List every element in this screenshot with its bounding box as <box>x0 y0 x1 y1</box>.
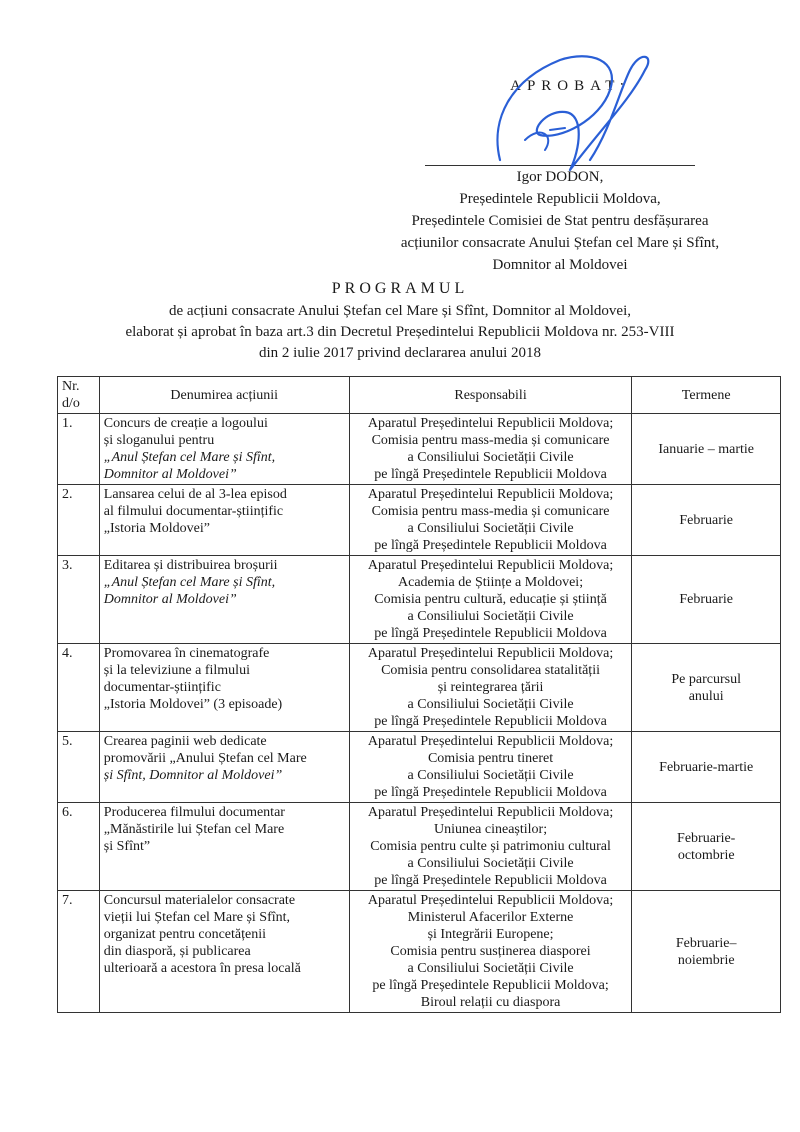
cell-nr: 1. <box>58 414 100 485</box>
term-line: Pe parcursul <box>671 671 741 687</box>
responsible-line: pe lîngă Președintele Republicii Moldova <box>374 626 607 641</box>
cell-term <box>632 803 781 891</box>
action-line: „Istoria Moldovei” (3 episoade) <box>103 697 283 712</box>
table-row <box>58 803 781 891</box>
responsible-line: Aparatul Președintelui Republicii Moldova; <box>367 646 614 661</box>
cell-nr: 6. <box>58 803 100 891</box>
action-line: Concursul materialelor consacrate <box>103 893 296 908</box>
action-line: „Istoria Moldovei” <box>103 521 210 536</box>
cell-action <box>99 803 349 891</box>
header-nr: Nr. d/o <box>58 377 100 414</box>
cell-responsible <box>349 891 632 1013</box>
action-line: și la televiziune a filmului <box>103 663 250 678</box>
action-line: din diasporă, și publicarea <box>103 944 251 959</box>
term-line: noiembrie <box>677 952 735 968</box>
cell-action <box>99 891 349 1013</box>
action-line: Editarea și distribuirea broșurii <box>103 558 278 573</box>
responsible-line: Aparatul Președintelui Republicii Moldova; <box>367 487 614 502</box>
cell-action <box>99 414 349 485</box>
responsible-line: a Consiliului Societății Civile <box>407 450 574 465</box>
responsible-line: Ministerul Afacerilor Externe <box>407 910 574 925</box>
cell-nr: 4. <box>58 644 100 732</box>
approval-line: Domnitor al Moldovei <box>492 257 628 273</box>
table-row <box>58 485 781 556</box>
action-line: promovării „Anului Ștefan cel Mare <box>103 751 307 766</box>
cell-term <box>632 414 781 485</box>
program-table <box>57 376 781 1013</box>
responsible-line: a Consiliului Societății Civile <box>407 768 574 783</box>
responsible-line: Aparatul Președintelui Republicii Moldova; <box>367 893 614 908</box>
action-line: al filmului documentar-științific <box>103 504 284 519</box>
action-line: Lansarea celui de al 3-lea episod <box>103 487 287 502</box>
responsible-line: Academia de Științe a Moldovei; <box>398 575 584 590</box>
responsible-line: Comisia pentru culte și patrimoniu cultural <box>370 839 611 854</box>
responsible-line: Comisia pentru susținerea diasporei <box>390 944 591 959</box>
responsible-line: pe lîngă Președintele Republicii Moldova; <box>372 978 609 993</box>
action-line: Crearea paginii web dedicate <box>103 734 267 749</box>
responsible-line: Aparatul Președintelui Republicii Moldova; <box>367 558 614 573</box>
header-action: Denumirea acțiunii <box>99 377 349 414</box>
action-line: Domnitor al Moldovei” <box>103 592 237 607</box>
responsible-line: Comisia pentru tineret <box>427 751 554 766</box>
cell-nr: 5. <box>58 732 100 803</box>
term-line: Februarie-martie <box>659 759 754 775</box>
cell-responsible <box>349 732 632 803</box>
document-title: PROGRAMUL <box>331 280 469 297</box>
document-subtitle <box>60 301 740 364</box>
table-row <box>58 732 781 803</box>
responsible-line: pe lîngă Președintele Republicii Moldova <box>374 873 607 888</box>
cell-responsible <box>349 556 632 644</box>
action-line: „Anul Ștefan cel Mare și Sfînt, <box>103 450 276 465</box>
responsible-line: Comisia pentru mass-media și comunicare <box>371 433 610 448</box>
cell-responsible <box>349 803 632 891</box>
table-header-row <box>58 377 781 414</box>
action-line: Producerea filmului documentar <box>103 805 285 820</box>
table-row <box>58 644 781 732</box>
term-line: Februarie- <box>677 830 736 846</box>
responsible-line: Uniunea cineaștilor; <box>433 822 548 837</box>
approval-line: Președintele Comisiei de Stat pentru desfășurarea <box>411 213 709 229</box>
action-line: documentar-științific <box>103 680 221 695</box>
action-line: și Sfînt” <box>103 839 151 854</box>
cell-nr: 3. <box>58 556 100 644</box>
cell-responsible <box>349 644 632 732</box>
cell-responsible <box>349 414 632 485</box>
table-body <box>58 414 781 1013</box>
cell-responsible <box>349 485 632 556</box>
responsible-line: a Consiliului Societății Civile <box>407 609 574 624</box>
action-line: vieții lui Ștefan cel Mare și Sfînt, <box>103 910 291 925</box>
cell-term <box>632 732 781 803</box>
action-line: ulterioară a acestora în presa locală <box>103 961 301 976</box>
responsible-line: Aparatul Președintelui Republicii Moldova; <box>367 805 614 820</box>
term-line: Februarie– <box>675 935 737 951</box>
responsible-line: Aparatul Președintelui Republicii Moldova; <box>367 416 614 431</box>
action-line: Concurs de creație a logoului <box>103 416 268 431</box>
action-line: „Anul Ștefan cel Mare și Sfînt, <box>103 575 276 590</box>
term-line: Februarie <box>679 512 734 528</box>
cell-action <box>99 556 349 644</box>
cell-term <box>632 891 781 1013</box>
action-line: organizat pentru concetățenii <box>103 927 267 942</box>
table-row <box>58 414 781 485</box>
cell-action <box>99 732 349 803</box>
document-title-block <box>60 278 740 364</box>
responsible-line: pe lîngă Președintele Republicii Moldova <box>374 538 607 553</box>
approval-line: acțiunilor consacrate Anului Ștefan cel Mare și Sfînt, <box>400 235 720 251</box>
handwritten-signature <box>470 40 670 190</box>
responsible-line: a Consiliului Societății Civile <box>407 521 574 536</box>
action-line: și sloganului pentru <box>103 433 215 448</box>
subtitle-line: de acțiuni consacrate Anului Ștefan cel Mare și Sfînt, Domnitor al Moldovei, <box>169 303 631 319</box>
action-line: Domnitor al Moldovei” <box>103 467 237 482</box>
responsible-line: Comisia pentru mass-media și comunicare <box>371 504 610 519</box>
responsible-line: pe lîngă Președintele Republicii Moldova <box>374 714 607 729</box>
cell-term <box>632 644 781 732</box>
responsible-line: a Consiliului Societății Civile <box>407 856 574 871</box>
term-line: octombrie <box>677 847 735 863</box>
responsible-line: a Consiliului Societății Civile <box>407 961 574 976</box>
approval-line: Igor DODON, <box>516 169 604 185</box>
action-line: și Sfînt, Domnitor al Moldovei” <box>103 768 283 783</box>
header-responsible: Responsabili <box>349 377 632 414</box>
responsible-line: a Consiliului Societății Civile <box>407 697 574 712</box>
table-row <box>58 556 781 644</box>
approval-heading: APROBAT: <box>510 78 630 94</box>
action-line: „Mănăstirile lui Ștefan cel Mare <box>103 822 285 837</box>
cell-nr: 2. <box>58 485 100 556</box>
responsible-line: pe lîngă Președintele Republicii Moldova <box>374 785 607 800</box>
cell-action <box>99 644 349 732</box>
subtitle-line: din 2 iulie 2017 privind declararea anului 2018 <box>258 345 541 361</box>
approval-line: Președintele Republicii Moldova, <box>459 191 661 207</box>
header-term: Termene <box>632 377 781 414</box>
term-line: anului <box>688 688 724 704</box>
responsible-line: Comisia pentru cultură, educație și știință <box>374 592 607 607</box>
term-line: Ianuarie – martie <box>658 441 754 457</box>
action-line: Promovarea în cinematografe <box>103 646 270 661</box>
responsible-line: Comisia pentru consolidarea statalității <box>381 663 600 678</box>
responsible-line: pe lîngă Președintele Republicii Moldova <box>374 467 607 482</box>
cell-nr: 7. <box>58 891 100 1013</box>
responsible-line: Biroul relații cu diaspora <box>420 995 561 1010</box>
responsible-line: și Integrării Europene; <box>427 927 554 942</box>
cell-term <box>632 485 781 556</box>
responsible-line: și reintegrarea țării <box>437 680 544 695</box>
table-row <box>58 891 781 1013</box>
responsible-line: Aparatul Președintelui Republicii Moldova; <box>367 734 614 749</box>
subtitle-line: elaborat și aprobat în baza art.3 din Decretul Președintelui Republicii Moldova nr. 253-VIII <box>125 324 675 340</box>
cell-term <box>632 556 781 644</box>
cell-action <box>99 485 349 556</box>
term-line: Februarie <box>679 592 734 607</box>
